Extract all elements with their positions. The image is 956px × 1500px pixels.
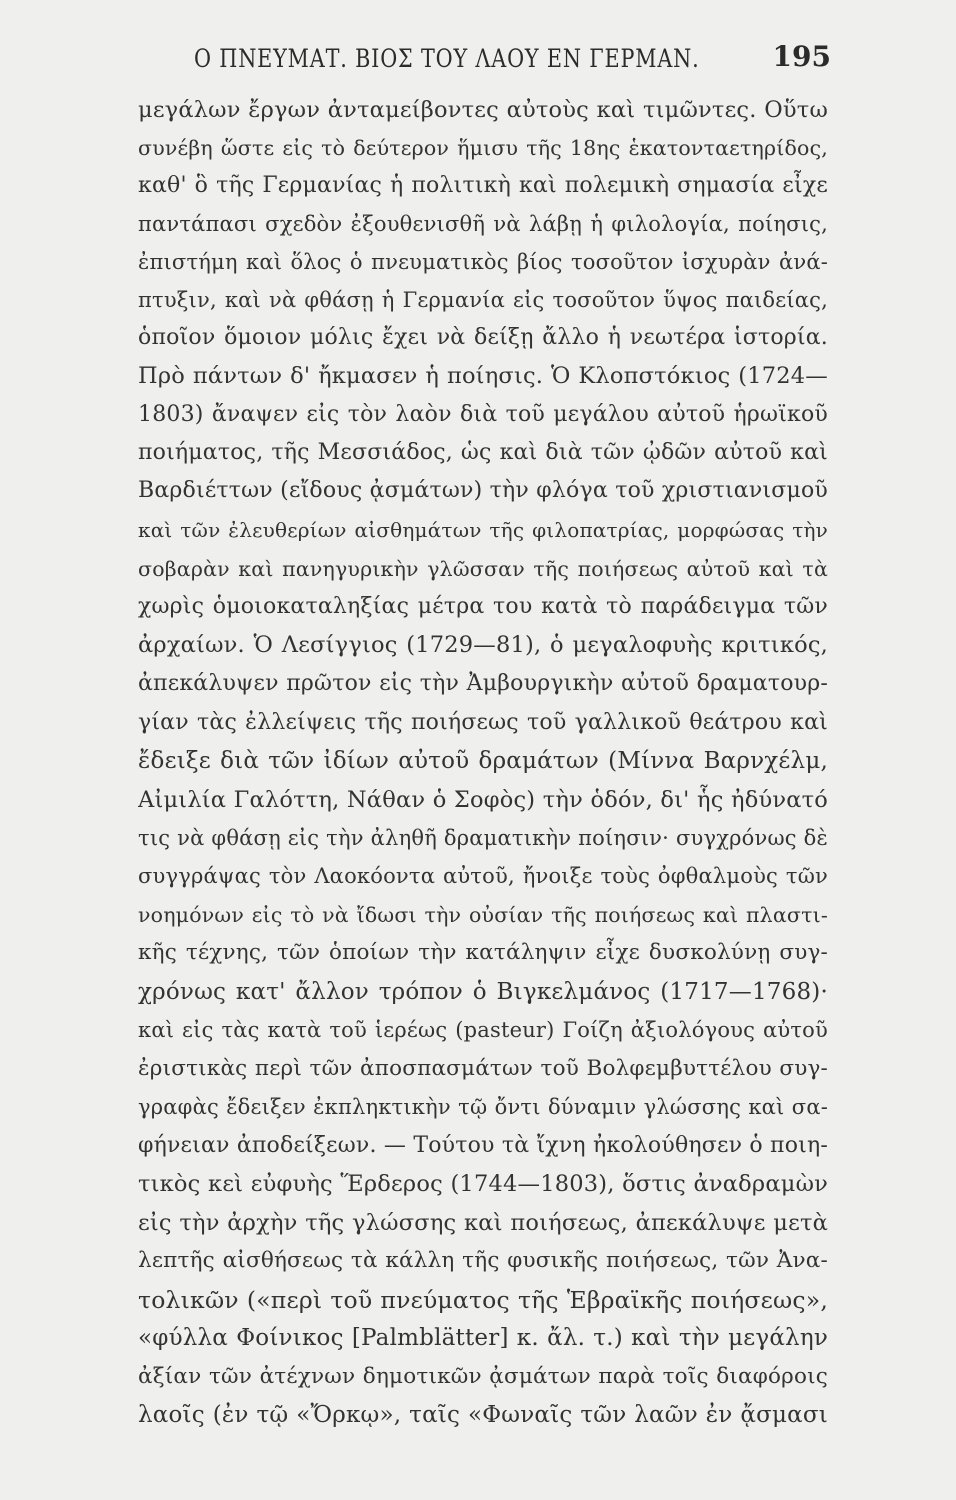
text-line: γραφὰς ἔδειξεν ἐκπληκτικὴν τῷ ὄντι δύναμιν γλώσσης καὶ σα- (138, 1095, 828, 1119)
text-line: μεγάλων ἔργων ἀνταμείβοντες αὐτοὺς καὶ τιμῶντες. Οὕτω (138, 97, 828, 123)
running-head: Ο ΠΝΕΥΜΑΤ. ΒΙΟΣ ΤΟΥ ΛΑΟΥ ΕΝ ΓΕΡΜΑΝ. (194, 44, 700, 73)
text-line: τολικῶν («περὶ τοῦ πνεύματος τῆς Ἑβραϊκῆς ποιήσεως», (138, 1286, 828, 1314)
text-line: χωρὶς ὁμοιοκαταληξίας μέτρα του κατὰ τὸ παράδειγμα τῶν (138, 594, 828, 619)
text-line: ὁποῖον ὅμοιον μόλις ἔχει νὰ δείξῃ ἄλλο ἡ νεωτέρα ἱστορία. (138, 325, 828, 350)
text-line: καὶ εἰς τὰς κατὰ τοῦ ἱερέως (pasteur) Γοίζη ἀξιολόγους αὐτοῦ (138, 1018, 828, 1042)
text-line: ἔδειξε διὰ τῶν ἰδίων αὐτοῦ δραμάτων (Μίννα Βαρνχέλμ, (138, 748, 828, 774)
text-line: ἐπιστήμη καὶ ὅλος ὁ πνευματικὸς βίος τοσοῦτον ἰσχυρὰν ἀνά- (138, 250, 828, 274)
text-line: γίαν τὰς ἐλλείψεις τῆς ποιήσεως τοῦ γαλλικοῦ θεάτρου καὶ (138, 710, 828, 735)
text-line: νοημόνων εἰς τὸ νὰ ἴδωσι τὴν οὐσίαν τῆς ποιήσεως καὶ πλαστι- (138, 903, 828, 927)
text-line: παντάπασι σχεδὸν ἐξουθενισθῆ νὰ λάβῃ ἡ φιλολογία, ποίησις, (138, 212, 828, 236)
page-number: 195 (772, 40, 831, 73)
text-line: ἐριστικὰς περὶ τῶν ἀποσπασμάτων τοῦ Βολφεμβυττέλου συγ- (138, 1056, 828, 1081)
text-line: εἰς τὴν ἀρχὴν τῆς γλώσσης καὶ ποιήσεως, ἀπεκάλυψε μετὰ (138, 1210, 828, 1236)
text-line: χρόνως κατ' ἄλλον τρόπον ὁ Βιγκελμάνος (1717—1768)· (138, 979, 828, 1005)
text-line: λεπτῆς αἰσθήσεως τὰ κάλλη τῆς φυσικῆς ποιήσεως, τῶν Ἀνα- (138, 1248, 828, 1273)
text-line: καθ' ὃ τῆς Γερμανίας ἡ πολιτικὴ καὶ πολεμικὴ σημασία εἶχε (138, 173, 828, 198)
text-line: Βαρδιέττων (εἴδους ᾀσμάτων) τὴν φλόγα τοῦ χριστιανισμοῦ (138, 478, 828, 503)
text-line: πτυξιν, καὶ νὰ φθάσῃ ἡ Γερμανία εἰς τοσοῦτον ὕψος παιδείας, (138, 288, 828, 312)
text-line: λαοῖς (ἐν τῷ «Ὄρκῳ», ταῖς «Φωναῖς τῶν λαῶν ἐν ᾄσμασι (138, 1402, 828, 1428)
text-line: κῆς τέχνης, τῶν ὁποίων τὴν κατάληψιν εἶχε δυσκολύνῃ συγ- (138, 940, 828, 965)
body-text (138, 88, 828, 1460)
text-line: καὶ τῶν ἐλευθερίων αἰσθημάτων τῆς φιλοπατρίας, μορφώσας τὴν (138, 518, 828, 542)
text-line: ἀξίαν τῶν ἀτέχνων δημοτικῶν ᾀσμάτων παρὰ τοῖς διαφόροις (138, 1364, 828, 1389)
text-line: σοβαρὰν καὶ πανηγυρικὴν γλῶσσαν τῆς ποιήσεως αὐτοῦ καὶ τὰ (138, 557, 828, 581)
text-line: «φύλλα Φοίνικος [Palmblätter] κ. ἄλ. τ.) καὶ τὴν μεγάλην (138, 1325, 828, 1351)
text-line: Αἰμιλία Γαλόττη, Νάθαν ὁ Σοφὸς) τὴν ὁδόν, δι' ἧς ἠδύνατό (138, 787, 828, 813)
text-line: 1803) ἄναψεν εἰς τὸν λαὸν διὰ τοῦ μεγάλου αὐτοῦ ἡρωϊκοῦ (138, 402, 828, 427)
text-line: Πρὸ πάντων δ' ἤκμασεν ἡ ποίησις. Ὁ Κλοπστόκιος (1724— (138, 363, 828, 389)
text-line: ποιήματος, τῆς Μεσσιάδος, ὡς καὶ διὰ τῶν ᾠδῶν αὐτοῦ καὶ (138, 440, 828, 465)
text-line: ἀπεκάλυψεν πρῶτον εἰς τὴν Ἀμβουργικὴν αὐτοῦ δραματουρ- (138, 671, 828, 696)
text-line: τις νὰ φθάσῃ εἰς τὴν ἀληθῆ δραματικὴν ποίησιν· συγχρόνως δὲ (138, 826, 828, 850)
text-line: φήνειαν ἀποδείξεων. — Τούτου τὰ ἴχνη ἠκολούθησεν ὁ ποιη- (138, 1133, 828, 1158)
text-line: συνέβη ὥστε εἰς τὸ δεύτερον ἥμισυ τῆς 18ης ἑκατονταετηρίδος, (138, 136, 828, 160)
text-line: τικὸς κεὶ εὐφυὴς Ἕρδερος (1744—1803), ὅστις ἀναδραμὼν (138, 1171, 828, 1197)
page-header (138, 40, 831, 84)
text-line: ἀρχαίων. Ὁ Λεσίγγιος (1729—81), ὁ μεγαλοφυὴς κριτικός, (138, 632, 828, 658)
text-line: συγγράψας τὸν Λαοκόοντα αὐτοῦ, ἤνοιξε τοὺς ὀφθαλμοὺς τῶν (138, 864, 828, 888)
